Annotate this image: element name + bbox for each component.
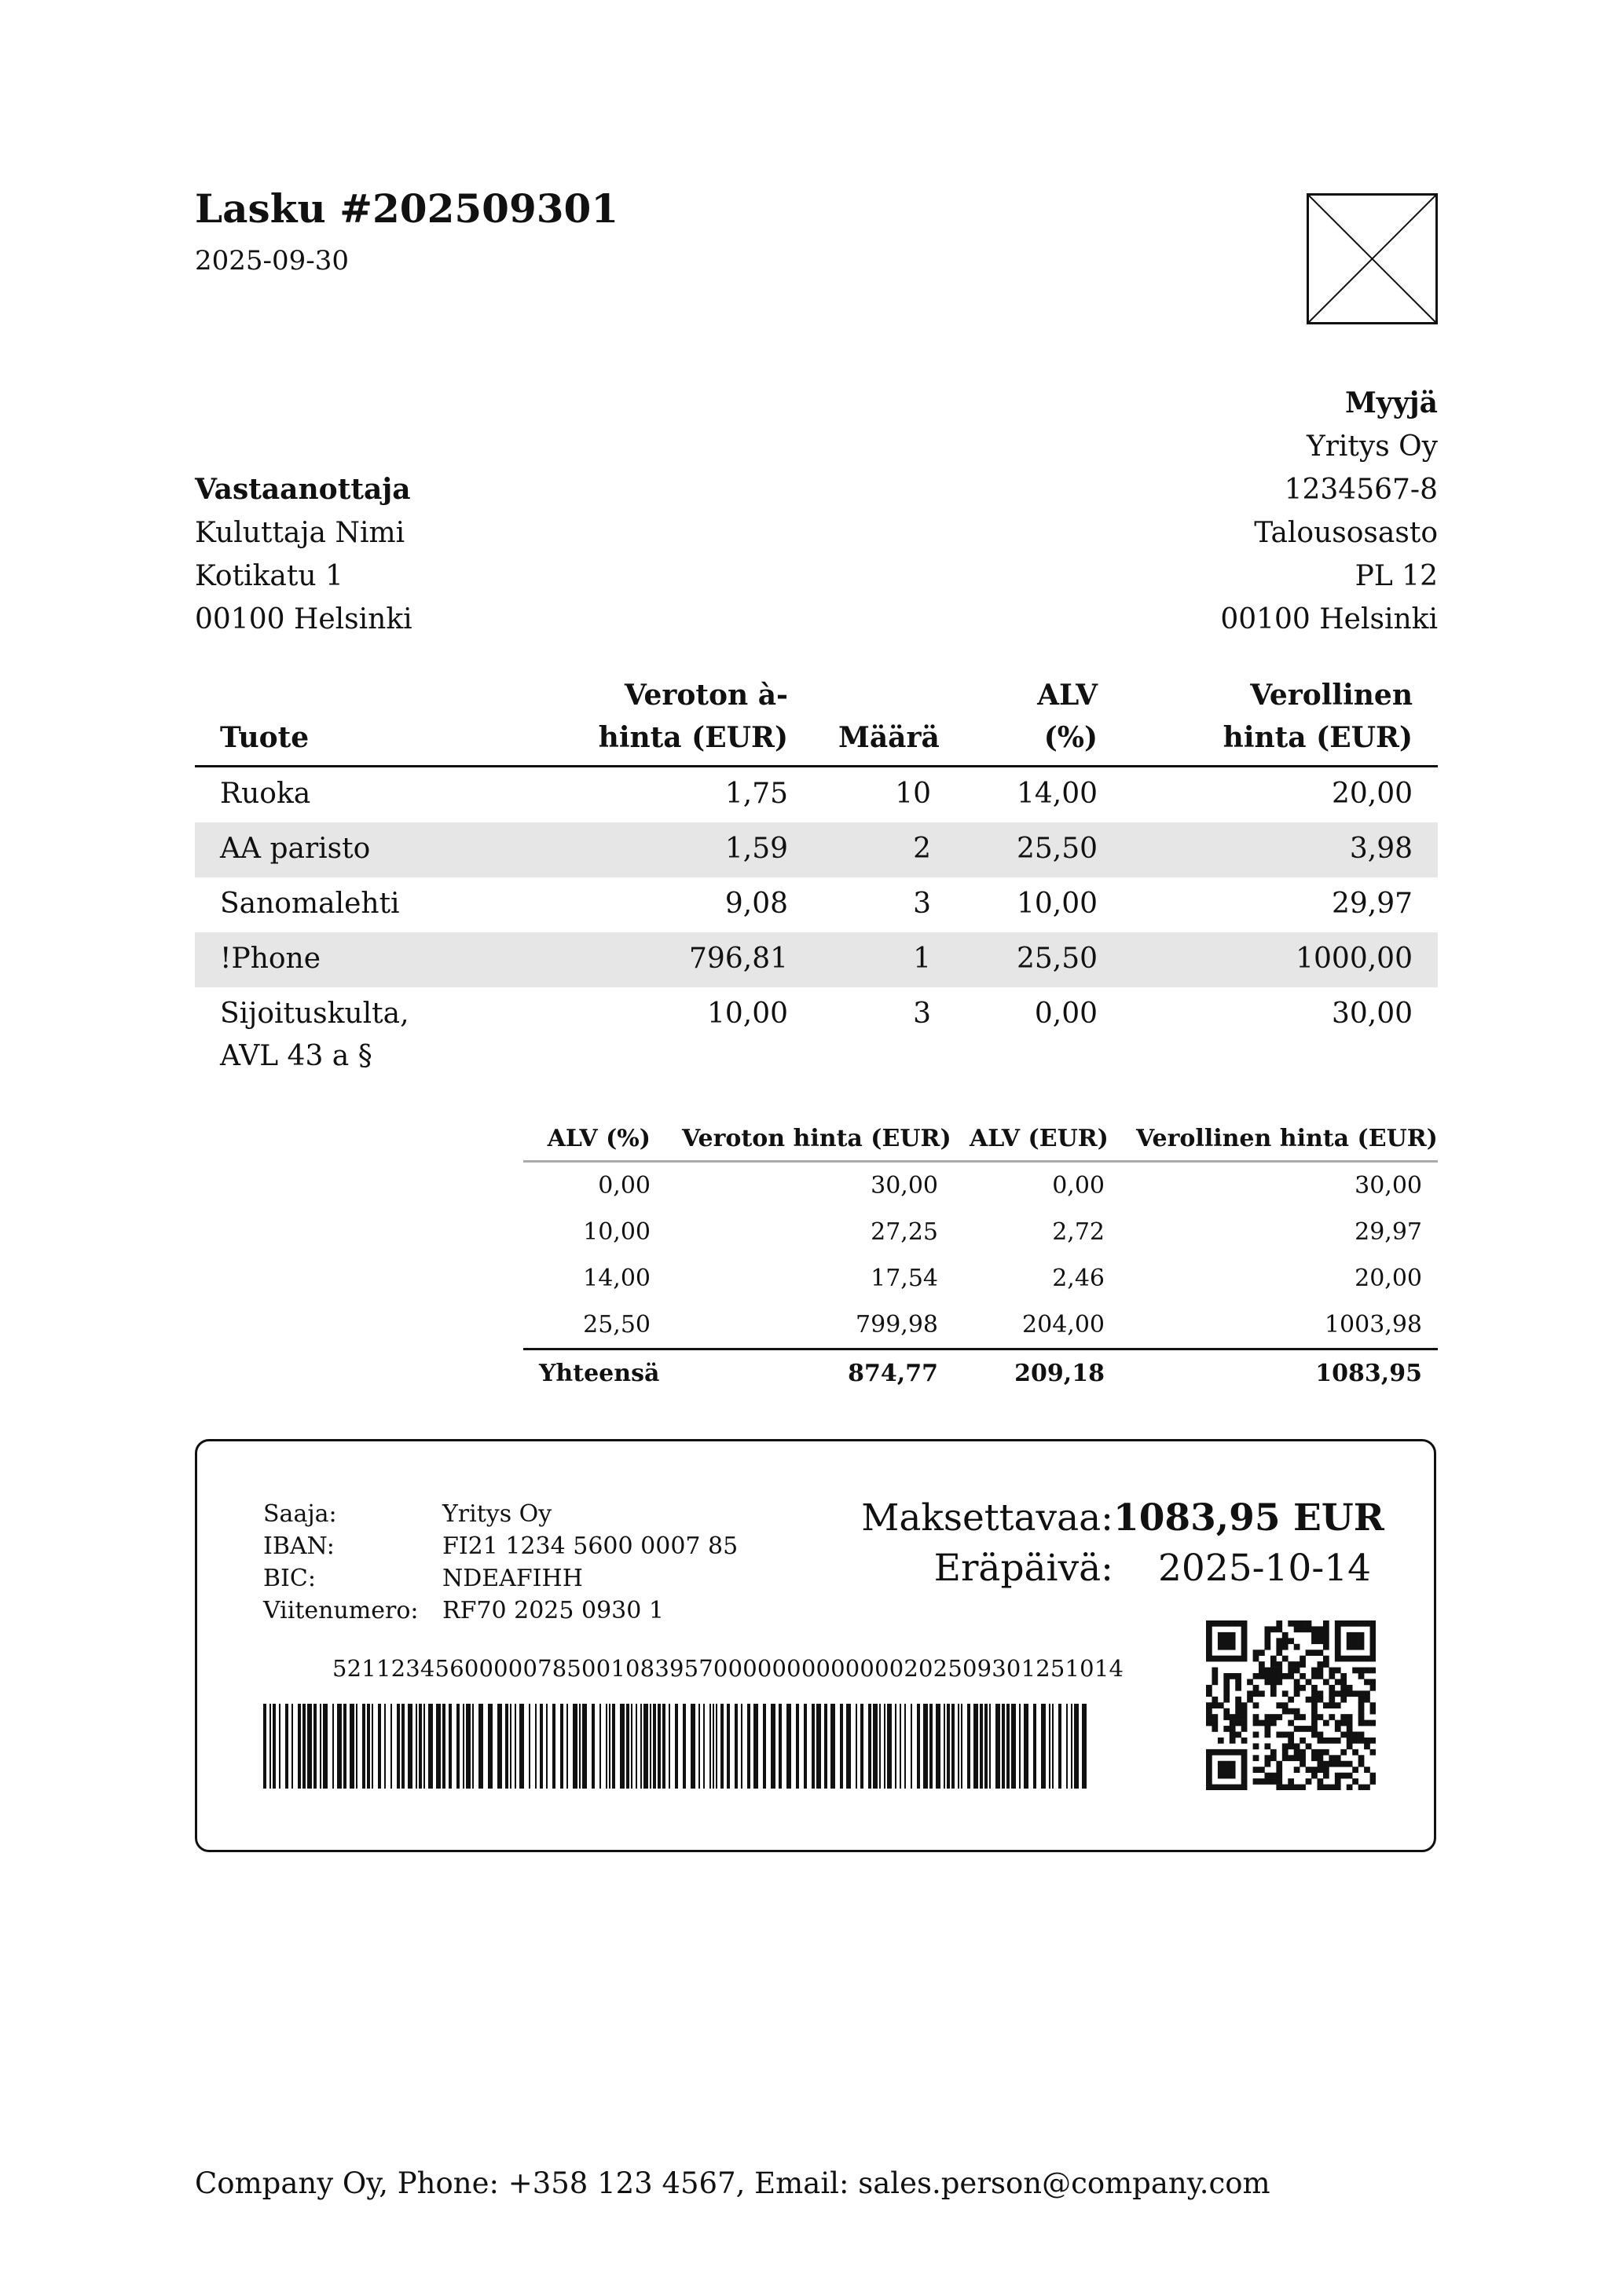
cell-unit-price: 796,81 [544, 932, 813, 987]
header-unit-price-line1: Veroton à- [624, 679, 788, 712]
footer-contact: Company Oy, Phone: +358 123 4567, Email: sales.person@company.com [195, 2166, 1270, 2200]
vat-cell: 17,54 [871, 1265, 938, 1292]
vat-cell: 1003,98 [1324, 1311, 1422, 1338]
payment-details [263, 1498, 738, 1627]
payment-iban-value: FI21 1234 5600 0007 85 [442, 1532, 739, 1560]
cell-total: 30,00 [1331, 998, 1413, 1030]
cell-unit-price: 1,75 [724, 778, 788, 810]
vat-row [523, 1302, 1438, 1349]
header-unit-price-line2: hinta (EUR) [598, 721, 788, 754]
payment-reference-row [263, 1595, 738, 1627]
cell-quantity: 1 [813, 932, 956, 987]
table-row [195, 822, 1438, 877]
recipient-address [195, 468, 412, 641]
vat-header-rate: ALV (%) [523, 1122, 666, 1162]
payment-reference-label: Viitenumero: [263, 1597, 419, 1624]
vat-cell: 30,00 [871, 1172, 938, 1199]
cell-vat: 25,50 [956, 822, 1123, 877]
vat-cell: 14,00 [583, 1265, 651, 1292]
vat-summary-table [523, 1122, 1438, 1397]
cell-total: 20,00 [1331, 778, 1413, 810]
vat-row [523, 1209, 1438, 1255]
cell-vat: 0,00 [1034, 998, 1098, 1030]
vat-cell: 2,72 [1052, 1218, 1105, 1246]
header-vat: ALV (%) [956, 669, 1123, 767]
cell-vat: 14,00 [1016, 778, 1098, 810]
vat-total-gross: 1083,95 [1120, 1349, 1438, 1397]
vat-header-gross: Verollinen hinta (EUR) [1120, 1122, 1438, 1162]
vat-cell: 0,00 [1052, 1172, 1105, 1199]
cell-quantity: 3 [913, 888, 931, 920]
vat-header-net: Veroton hinta (EUR) [666, 1122, 954, 1162]
recipient-line: Kotikatu 1 [195, 560, 343, 592]
header-unit-price [544, 669, 813, 767]
seller-heading: Myyjä [1344, 386, 1438, 419]
payment-bic-row [263, 1562, 738, 1595]
vat-total-label: Yhteensä [523, 1349, 666, 1397]
payment-bic-label: BIC: [263, 1565, 316, 1592]
cell-vat: 25,50 [956, 932, 1123, 987]
recipient-line: Kuluttaja Nimi [195, 517, 405, 549]
cell-product-line1: Sijoituskulta, [220, 998, 409, 1030]
cell-product: AA paristo [195, 822, 544, 877]
amount-due-block [861, 1493, 1384, 1594]
cell-vat: 10,00 [1016, 888, 1098, 920]
cell-total: 3,98 [1123, 822, 1438, 877]
vat-cell: 25,50 [583, 1311, 651, 1338]
items-header-row [195, 669, 1438, 767]
items-table [195, 669, 1438, 1083]
vat-cell: 799,98 [856, 1311, 938, 1338]
cell-total: 29,97 [1331, 888, 1413, 920]
header-total-line1: Verollinen [1250, 679, 1413, 712]
vat-total-row [523, 1349, 1438, 1397]
vat-header-row [523, 1122, 1438, 1162]
payment-reference-value: RF70 2025 0930 1 [442, 1597, 664, 1624]
vat-cell: 10,00 [583, 1218, 651, 1246]
vat-total-net: 874,77 [666, 1349, 954, 1397]
logo-placeholder-icon [1307, 193, 1438, 324]
vat-cell: 0,00 [598, 1172, 651, 1199]
vat-cell: 30,00 [1355, 1172, 1422, 1199]
invoice-date: 2025-09-30 [195, 245, 350, 276]
table-row [195, 987, 1438, 1083]
amount-row [861, 1493, 1384, 1543]
cell-quantity: 10 [895, 778, 931, 810]
seller-line: 1234567-8 [1284, 474, 1438, 506]
seller-address [1220, 382, 1438, 641]
payment-iban-row [263, 1530, 738, 1562]
due-date-label: Eräpäivä: [933, 1547, 1113, 1590]
cell-quantity: 2 [813, 822, 956, 877]
due-date-row [861, 1543, 1371, 1594]
payment-slip [195, 1439, 1436, 1852]
cell-product: !Phone [195, 932, 544, 987]
vat-cell: 204,00 [1022, 1311, 1105, 1338]
due-date-value: 2025-10-14 [1158, 1547, 1371, 1590]
header-quantity: Määrä [813, 669, 956, 767]
barcode-icon [263, 1704, 1093, 1789]
vat-cell: 29,97 [1355, 1218, 1422, 1246]
vat-row [523, 1255, 1438, 1302]
payment-recipient-label: Saaja: [263, 1500, 337, 1528]
seller-line: PL 12 [1355, 560, 1438, 592]
vat-total-vat: 209,18 [954, 1349, 1120, 1397]
header-total-line2: hinta (EUR) [1223, 721, 1413, 754]
cell-product-line2: AVL 43 a § [220, 1040, 372, 1072]
vat-row [523, 1162, 1438, 1210]
seller-line: Talousosasto [1254, 517, 1438, 549]
cell-product [195, 987, 544, 1083]
cell-unit-price: 9,08 [724, 888, 788, 920]
payment-bic-value: NDEAFIHH [442, 1565, 583, 1592]
cell-unit-price: 10,00 [706, 998, 788, 1030]
vat-header-vat: ALV (EUR) [954, 1122, 1120, 1162]
qr-code-icon [1206, 1620, 1376, 1790]
vat-cell: 20,00 [1355, 1265, 1422, 1292]
seller-line: Yritys Oy [1306, 430, 1438, 463]
cell-quantity: 3 [913, 998, 931, 1030]
seller-line: 00100 Helsinki [1220, 603, 1438, 635]
recipient-heading: Vastaanottaja [195, 473, 411, 506]
cell-product: Ruoka [220, 778, 311, 810]
recipient-line: 00100 Helsinki [195, 603, 412, 635]
invoice-title: Lasku #202509301 [195, 185, 619, 232]
amount-value: 1083,95 EUR [1113, 1496, 1384, 1540]
cell-unit-price: 1,59 [544, 822, 813, 877]
amount-label: Maksettavaa: [861, 1496, 1113, 1540]
vat-cell: 2,46 [1052, 1265, 1105, 1292]
table-row [195, 767, 1438, 823]
payment-recipient-value: Yritys Oy [442, 1500, 552, 1528]
barcode-number: 521123456000007850010839570000000000000202509301251014 [332, 1655, 1124, 1682]
table-row [195, 877, 1438, 932]
cell-total: 1000,00 [1123, 932, 1438, 987]
cell-product: Sanomalehti [220, 888, 400, 920]
payment-iban-label: IBAN: [263, 1532, 335, 1560]
header-total [1123, 669, 1438, 767]
table-row [195, 932, 1438, 987]
vat-cell: 27,25 [871, 1218, 938, 1246]
payment-recipient-row [263, 1498, 738, 1530]
header-product: Tuote [195, 669, 544, 767]
